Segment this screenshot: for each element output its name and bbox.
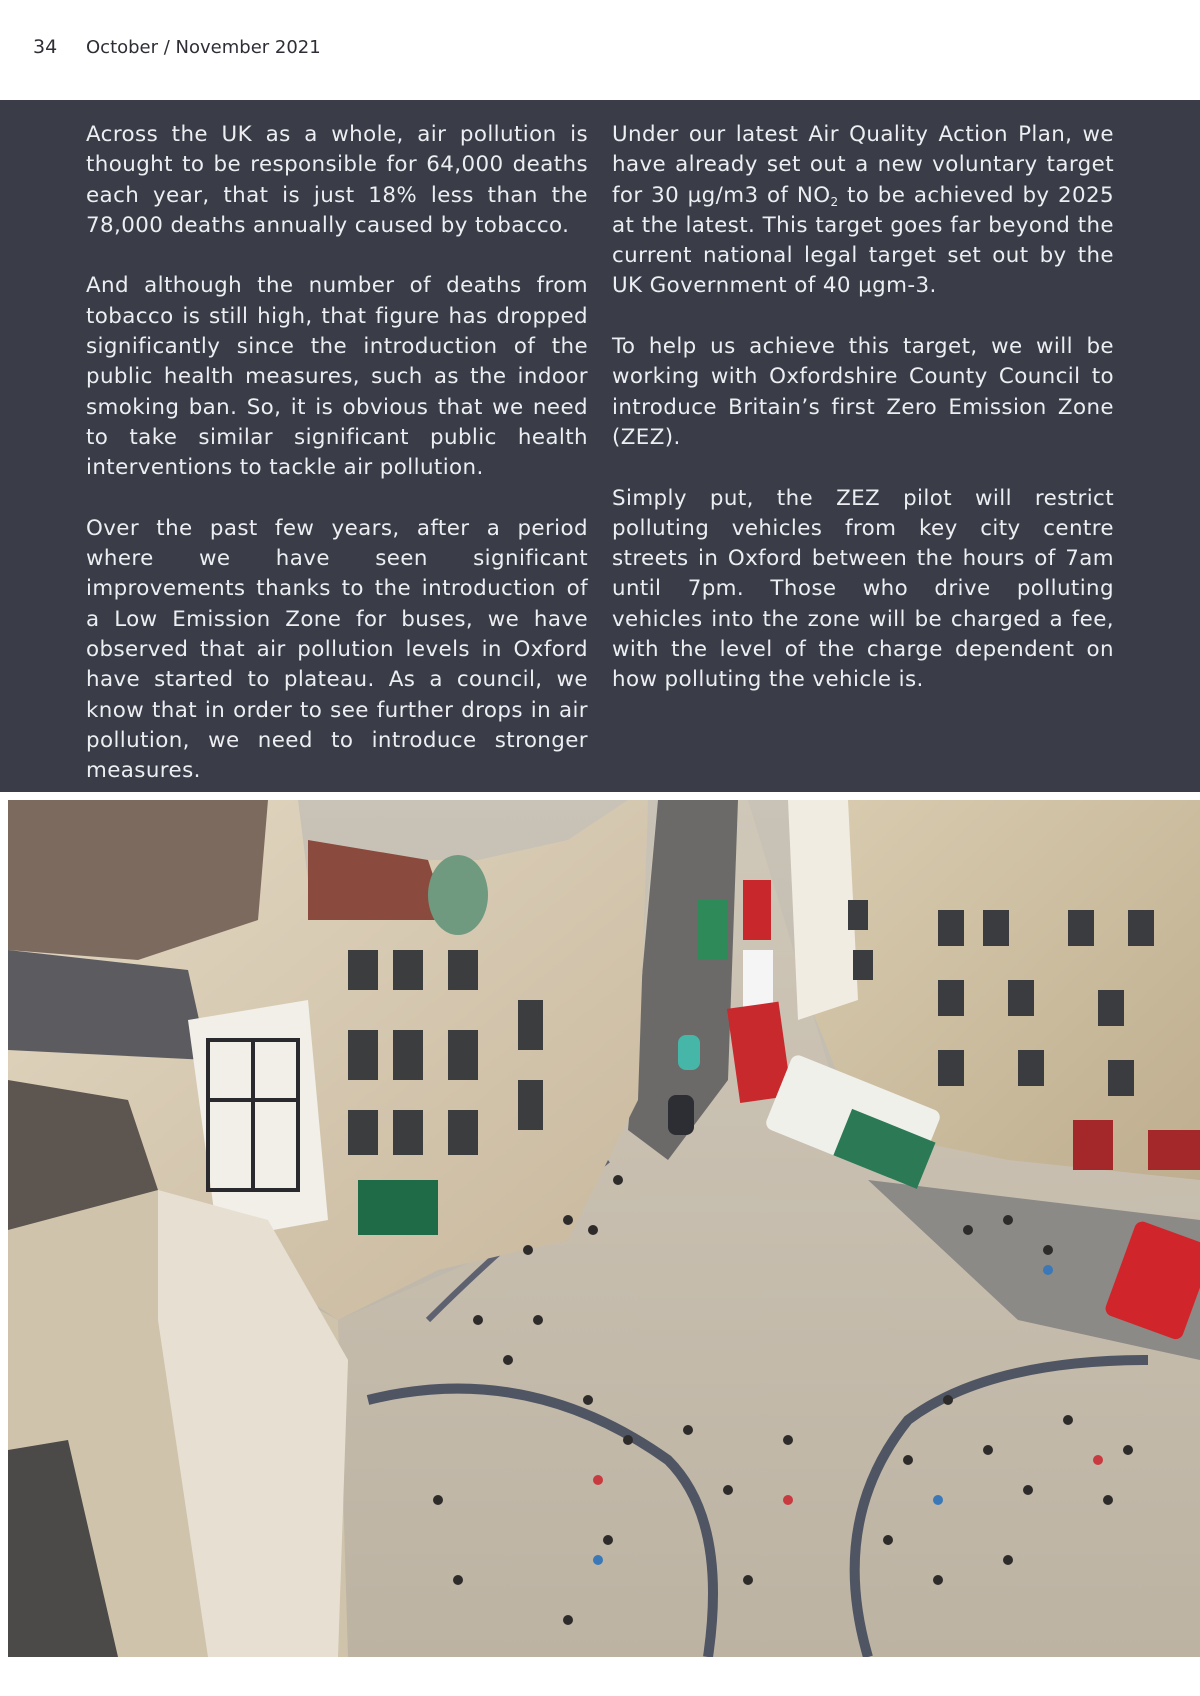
article-column-right — [612, 120, 1114, 726]
paragraph: Over the past few years, after a period where we have seen significant improvements thanks to the introduction of a Low Emission Zone for buses, we have observed that air pollution levels in Oxford have started to plateau. As a council, we know that in order to see further drops in air pollution, we need to introduce stronger measures. — [86, 515, 588, 784]
subscript: 2 — [830, 194, 839, 209]
paragraph — [612, 120, 1114, 302]
oxford-street-aerial-photo — [8, 800, 1200, 1657]
article-column-left — [86, 120, 588, 817]
paragraph: Across the UK as a whole, air pollution is thought to be responsible for 64,000 deaths each year, that is just 18% less than the 78,000 deaths annually caused by tobacco. — [86, 122, 588, 238]
issue-date: October / November 2021 — [86, 37, 321, 58]
page-header — [0, 0, 1200, 100]
text-run: Under our latest Air Quality Action Plan, we have already set out a new voluntary target for 30 µg/m3 of NO — [612, 122, 1114, 208]
page-number: 34 — [33, 36, 58, 58]
paragraph: To help us achieve this target, we will be working with Oxfordshire County Council to introduce Britain’s first Zero Emission Zone (ZEZ). — [612, 334, 1114, 450]
paragraph: Simply put, the ZEZ pilot will restrict polluting vehicles from key city centre streets in Oxford between the hours of 7am until 7pm. Those who drive polluting vehicles into the zone will be charged a fee, with the level of the charge dependent on how polluting the vehicle is. — [612, 485, 1114, 693]
text-run: to be achieved by 2025 at the latest. This target goes far beyond the current national legal target set out by the UK Government of 40 µgm-3. — [612, 182, 1115, 299]
paragraph: And although the number of deaths from tobacco is still high, that figure has dropped significantly since the introduction of the public health measures, such as the indoor smoking ban. So, it is obvious that we need to take similar significant public health interventions to tackle air pollution. — [86, 273, 588, 481]
